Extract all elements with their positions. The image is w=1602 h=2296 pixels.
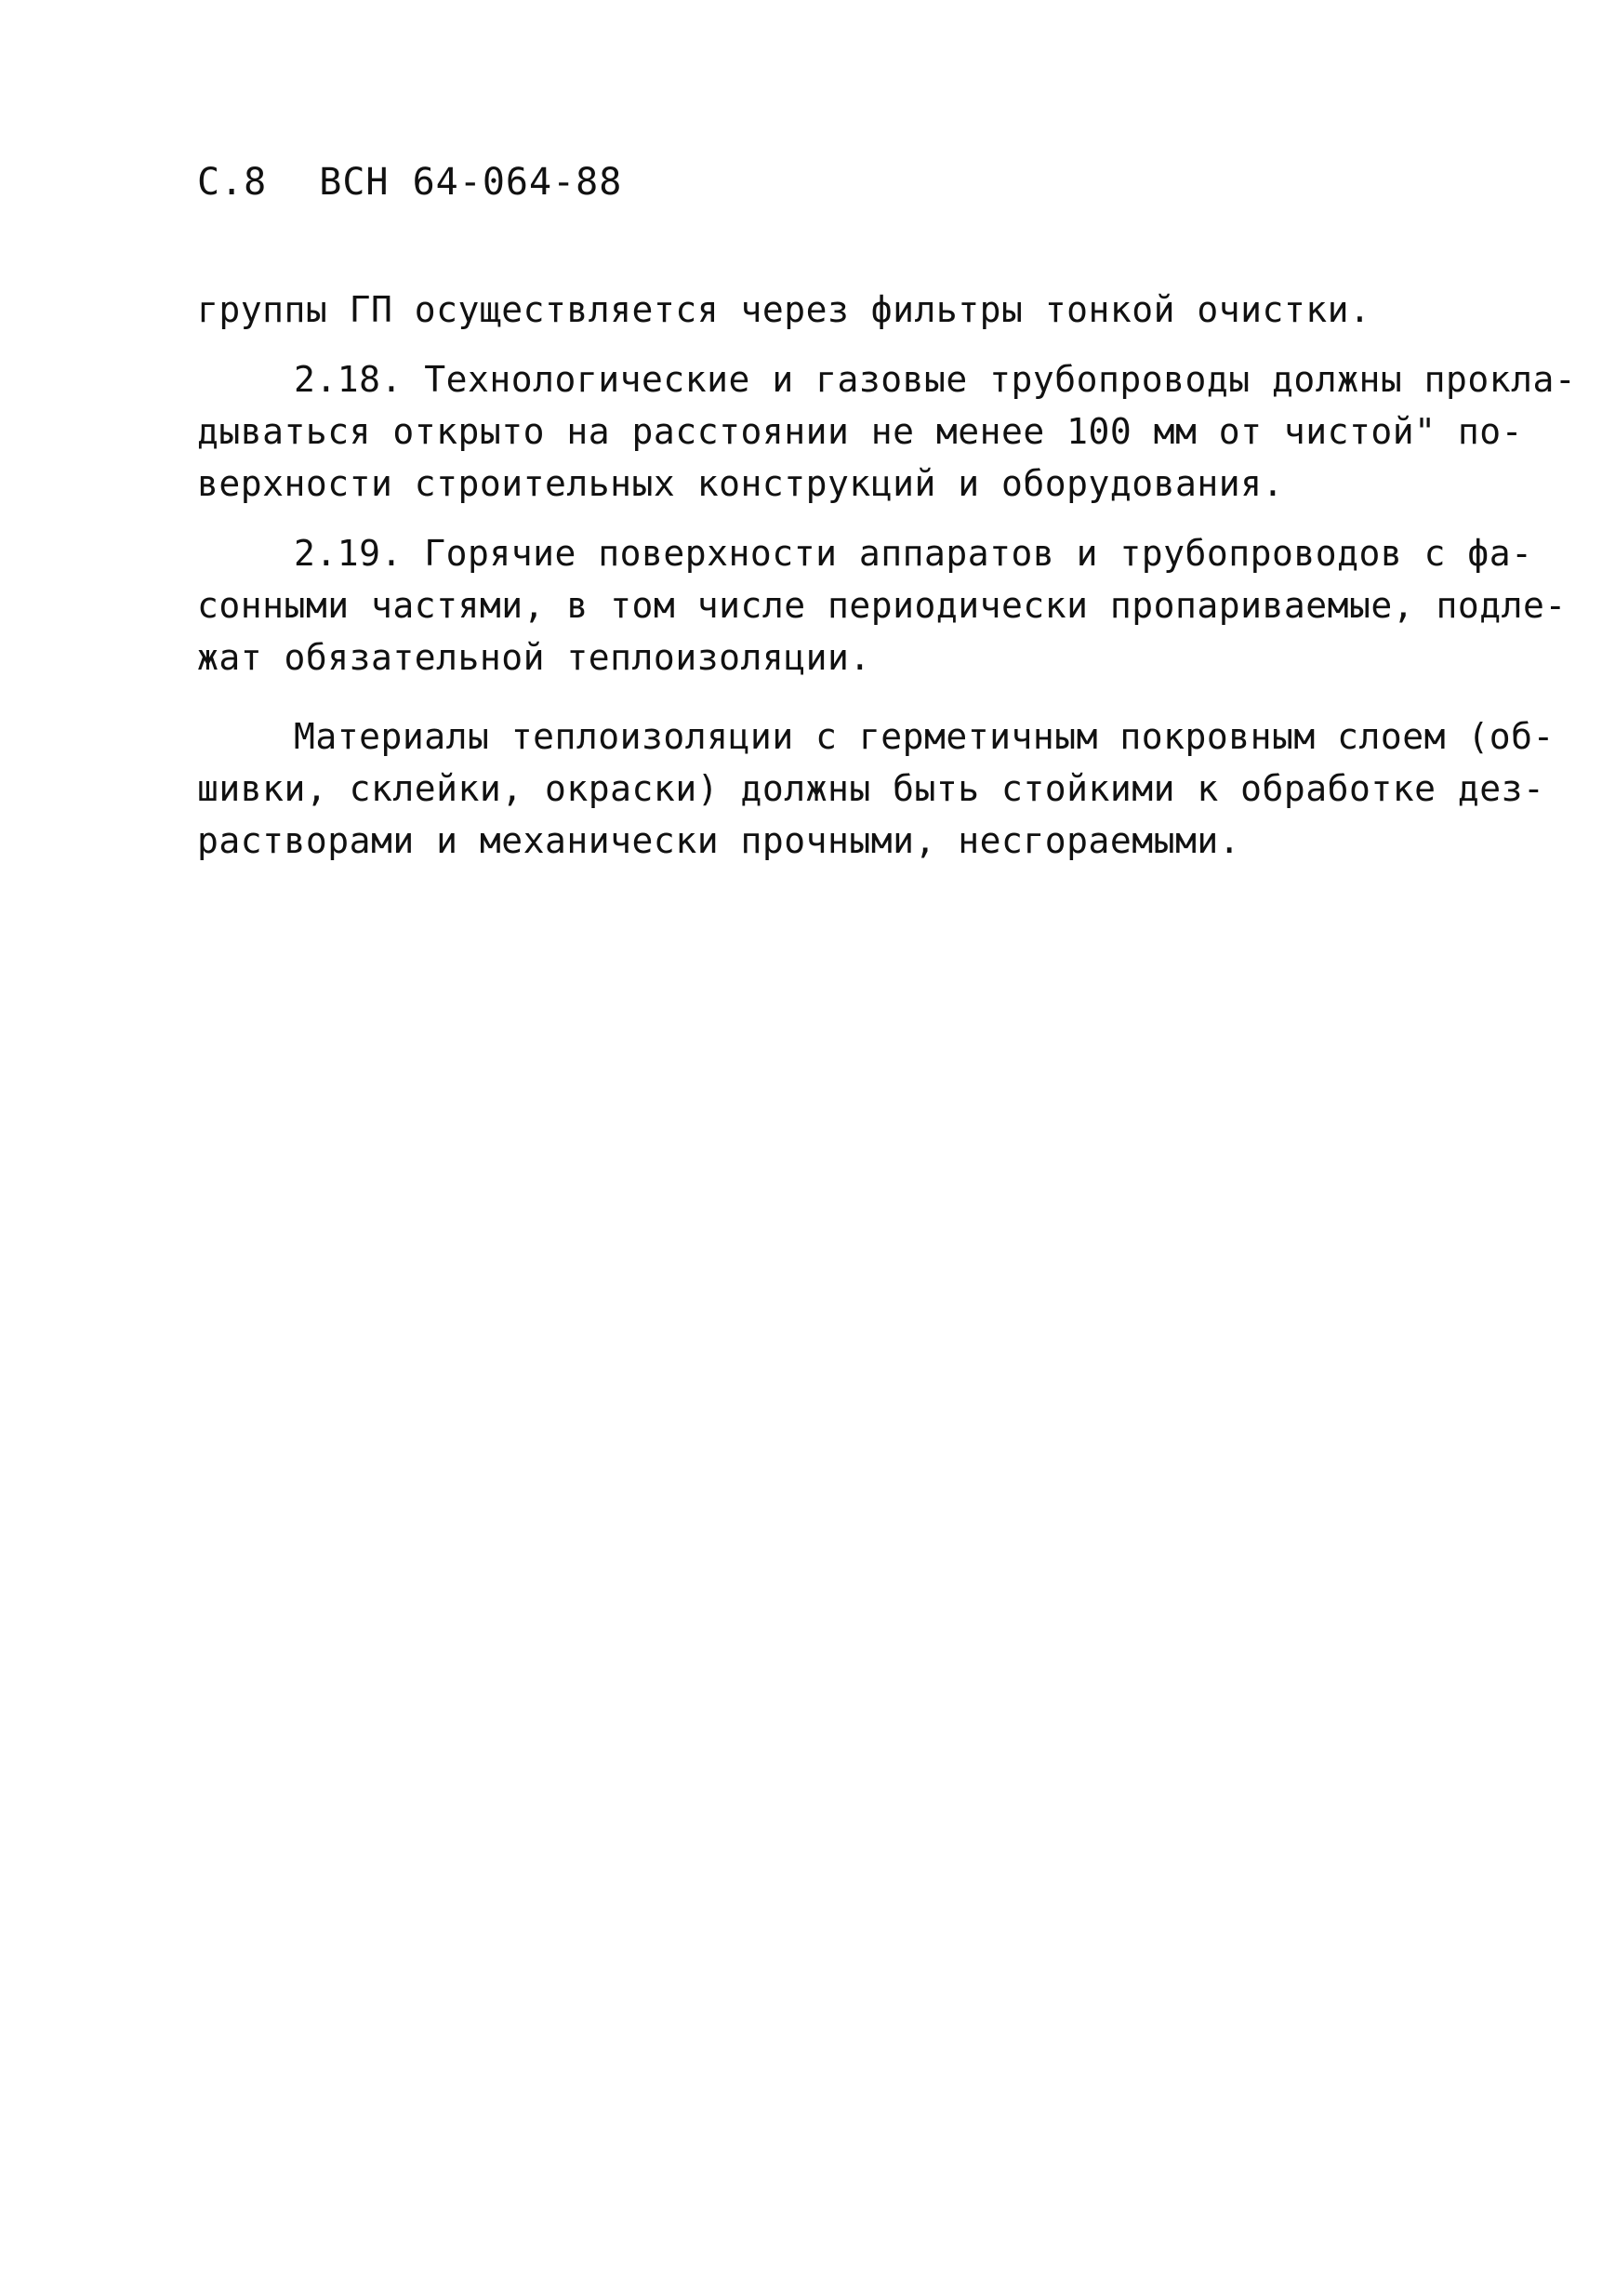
text-line: группы ГП осуществляется через фильтры тонкой очистки. (197, 289, 1371, 330)
text-line: верхности строительных конструкций и оборудования. (197, 463, 1284, 504)
text-line: шивки, склейки, окраски) должны быть стойкими к обработке дез- (197, 768, 1545, 809)
paragraph-continuation (197, 284, 1480, 336)
text-line: 2.18. Технологические и газовые трубопроводы должны прокла- (294, 359, 1577, 400)
page-header (197, 156, 622, 208)
document-code: ВСН 64-064-88 (319, 161, 623, 204)
text-line: сонными частями, в том числе периодически пропариваемые, подле- (197, 585, 1567, 626)
page-number: С.8 (197, 161, 268, 204)
paragraph-2-18 (197, 353, 1577, 510)
text-line: дываться открыто на расстоянии не менее 100 мм от чистой" по- (197, 411, 1524, 452)
text-line: Материалы теплоизоляции с герметичным покровным слоем (об- (294, 716, 1555, 757)
text-line: 2.19. Горячие поверхности аппаратов и трубопроводов с фа- (294, 533, 1533, 574)
text-line: жат обязательной теплоизоляции. (197, 637, 871, 678)
paragraph-2-19 (197, 527, 1567, 683)
text-line: растворами и механически прочными, несгораемыми. (197, 820, 1241, 861)
document-body (197, 284, 1577, 867)
paragraph-insulation-materials (197, 710, 1555, 867)
